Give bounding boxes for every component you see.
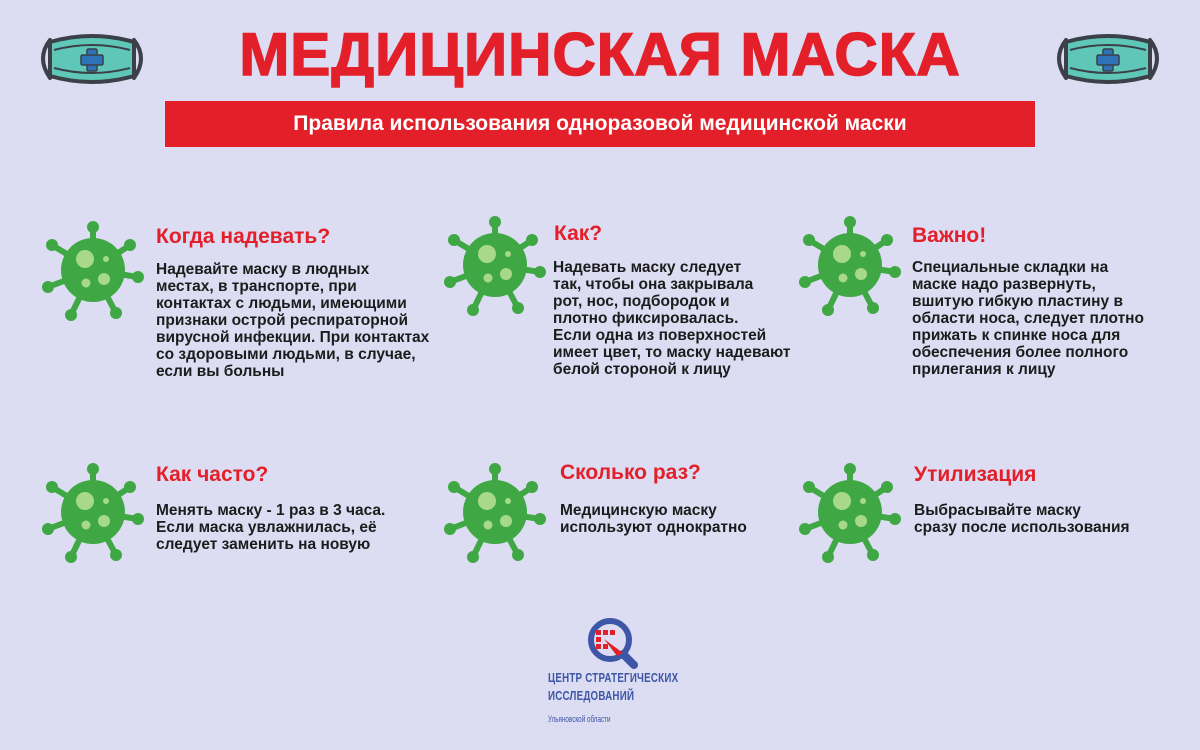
virus-icon [795, 210, 905, 320]
card-title: Как часто? [156, 463, 269, 486]
card-text: Медицинскую маску используют однократно [560, 502, 747, 536]
card-text: Надевать маску следует так, чтобы она закрывала рот, нос, подбородок и плотно фиксировалась. Если одна из поверхностей имеет цвет, то маску надевают белой стороной к лицу [553, 259, 791, 378]
card-title: Важно! [912, 224, 987, 247]
virus-icon [440, 210, 550, 320]
logo-subtext: Ульяновской области [548, 714, 611, 724]
virus-icon [440, 457, 550, 567]
virus-icon [795, 457, 905, 567]
card-title: Сколько раз? [560, 461, 701, 484]
subtitle-banner: Правила использования одноразовой медицинской маски [165, 101, 1035, 147]
virus-icon [38, 457, 148, 567]
logo-text-line1: ЦЕНТР СТРАТЕГИЧЕСКИХ [548, 671, 679, 685]
card-title: Утилизация [914, 463, 1037, 486]
virus-icon [38, 215, 148, 325]
card-title: Когда надевать? [156, 225, 331, 248]
card-title: Как? [554, 222, 603, 245]
card-text: Специальные складки на маске надо развернуть, вшитую гибкую пластину в области носа, следует плотно прижать к спинке носа для обеспечения более полного прилегания к лицу [912, 259, 1144, 378]
card-text: Менять маску - 1 раз в 3 часа. Если маска увлажнилась, её следует заменить на новую [156, 502, 386, 553]
card-text: Надевайте маску в людных местах, в транспорте, при контактах с людьми, имеющими признаки острой респираторной вирусной инфекции. При контактах со здоровыми людьми, в случае, если вы больны [156, 261, 430, 380]
page-title: МЕДИЦИНСКАЯ МАСКА [239, 21, 961, 88]
card-text: Выбрасывайте маску сразу после использования [914, 502, 1130, 536]
logo-text-line2: ИССЛЕДОВАНИЙ [548, 689, 635, 703]
